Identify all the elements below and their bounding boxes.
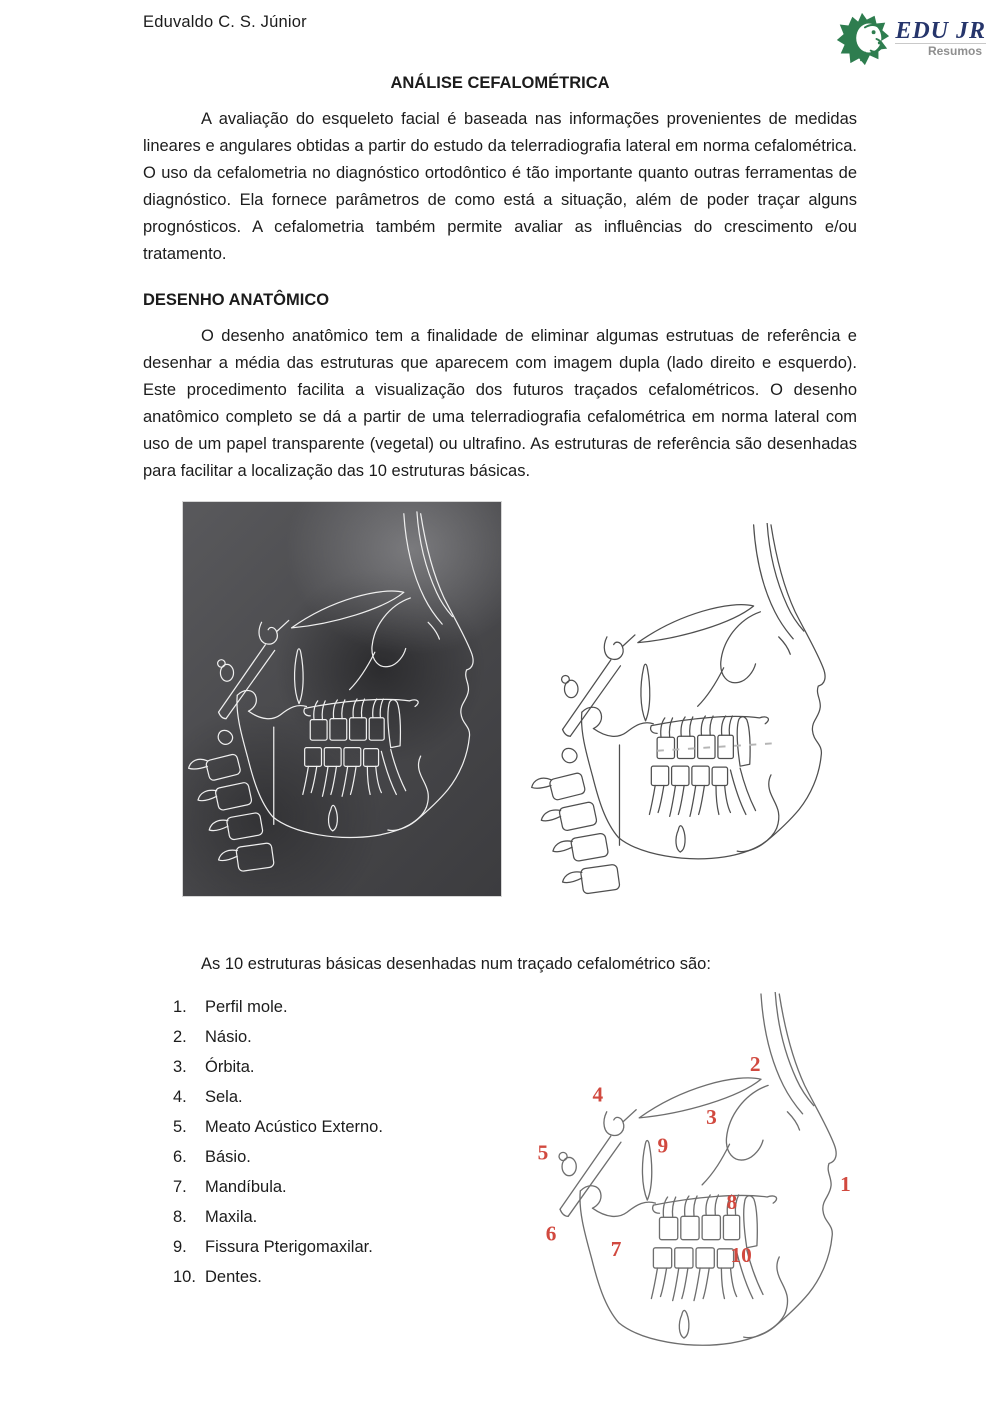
list-number: 4. [173,1088,187,1106]
list-number: 1. [173,998,187,1016]
list-label: Násio. [205,1028,252,1046]
list-number: 2. [173,1028,187,1046]
page-content [0,74,1000,1402]
figure-number-6: 6 [545,1221,557,1246]
list-label: Órbita. [205,1058,255,1076]
intro-paragraph: A avaliação do esqueleto facial é baseada nas informações provenientes de medidas lineares e angulares obtidas a partir do estudo da telerradiografia lateral em norma cefalométrica. O uso da cefalometria no diagnóstico ortodôntico é tão importante quanto outras ferramentas de diagnóstico. Ela fornece parâmetros de como está a situação, além de poder traçar alguns prognósticos. A cefalometria também permite avaliar as influências do crescimento e/ou tratamento. [143,110,857,263]
logo-text [895,10,986,58]
figures-row [182,501,857,909]
figure-number-1: 1 [840,1171,851,1196]
section-heading: DESENHO ANATÔMICO [143,291,330,309]
numbered-tracing-figure [498,992,890,1398]
figure-number-3: 3 [706,1104,717,1129]
figure-number-9: 9 [657,1133,669,1158]
logo-title: EDU JR [895,18,986,44]
list-label: Maxila. [205,1208,258,1226]
list-label: Sela. [205,1088,243,1106]
list-label: Meato Acústico Externo. [205,1118,383,1136]
list-number: 5. [173,1118,187,1136]
edu-jr-logo [831,10,986,68]
list-number: 9. [173,1238,187,1256]
figure-number-2: 2 [749,1052,761,1077]
list-label: Mandíbula. [205,1178,287,1196]
list-intro: As 10 estruturas básicas desenhadas num traçado cefalométrico são: [201,955,711,973]
figure-number-5: 5 [537,1140,549,1165]
list-label: Perfil mole. [205,998,288,1016]
figure-number-8: 8 [726,1190,738,1215]
list-number: 10. [173,1268,196,1286]
list-label: Fissura Pterigomaxilar. [205,1238,373,1256]
section-paragraph: O desenho anatômico tem a finalidade de eliminar algumas estrutuas de referência e desenhar a média das estruturas que aparecem com imagem dupla (lado direito e esquerdo). Este procedimento facilita a visualização dos futuros traçados cefalométricos. O desenho anatômico completo se dá a partir de uma telerradiografia cefalométrica em norma lateral com uso de um papel transparente (vegetal) ou ultrafino. As estruturas de referência são desenhadas para facilitar a localização das 10 estruturas básicas. [143,327,857,480]
xray-tracing-figure [182,501,502,897]
figure-number-4: 4 [592,1082,604,1107]
anatomic-tracing-figure [523,523,857,909]
list-number: 6. [173,1148,187,1166]
figure-number-10: 10 [730,1242,752,1267]
logo-subtitle: Resumos [895,43,986,58]
list-label: Dentes. [205,1268,262,1286]
author-name: Eduvaldo C. S. Júnior [143,13,307,31]
page-title: ANÁLISE CEFALOMÉTRICA [390,74,610,92]
lion-icon [831,10,893,68]
list-number: 8. [173,1208,187,1226]
page-header [0,0,1000,62]
list-number: 7. [173,1178,187,1196]
list-number: 3. [173,1058,187,1076]
list-label: Básio. [205,1148,251,1166]
figure-number-7: 7 [610,1236,622,1261]
bottom-row [143,992,857,1402]
